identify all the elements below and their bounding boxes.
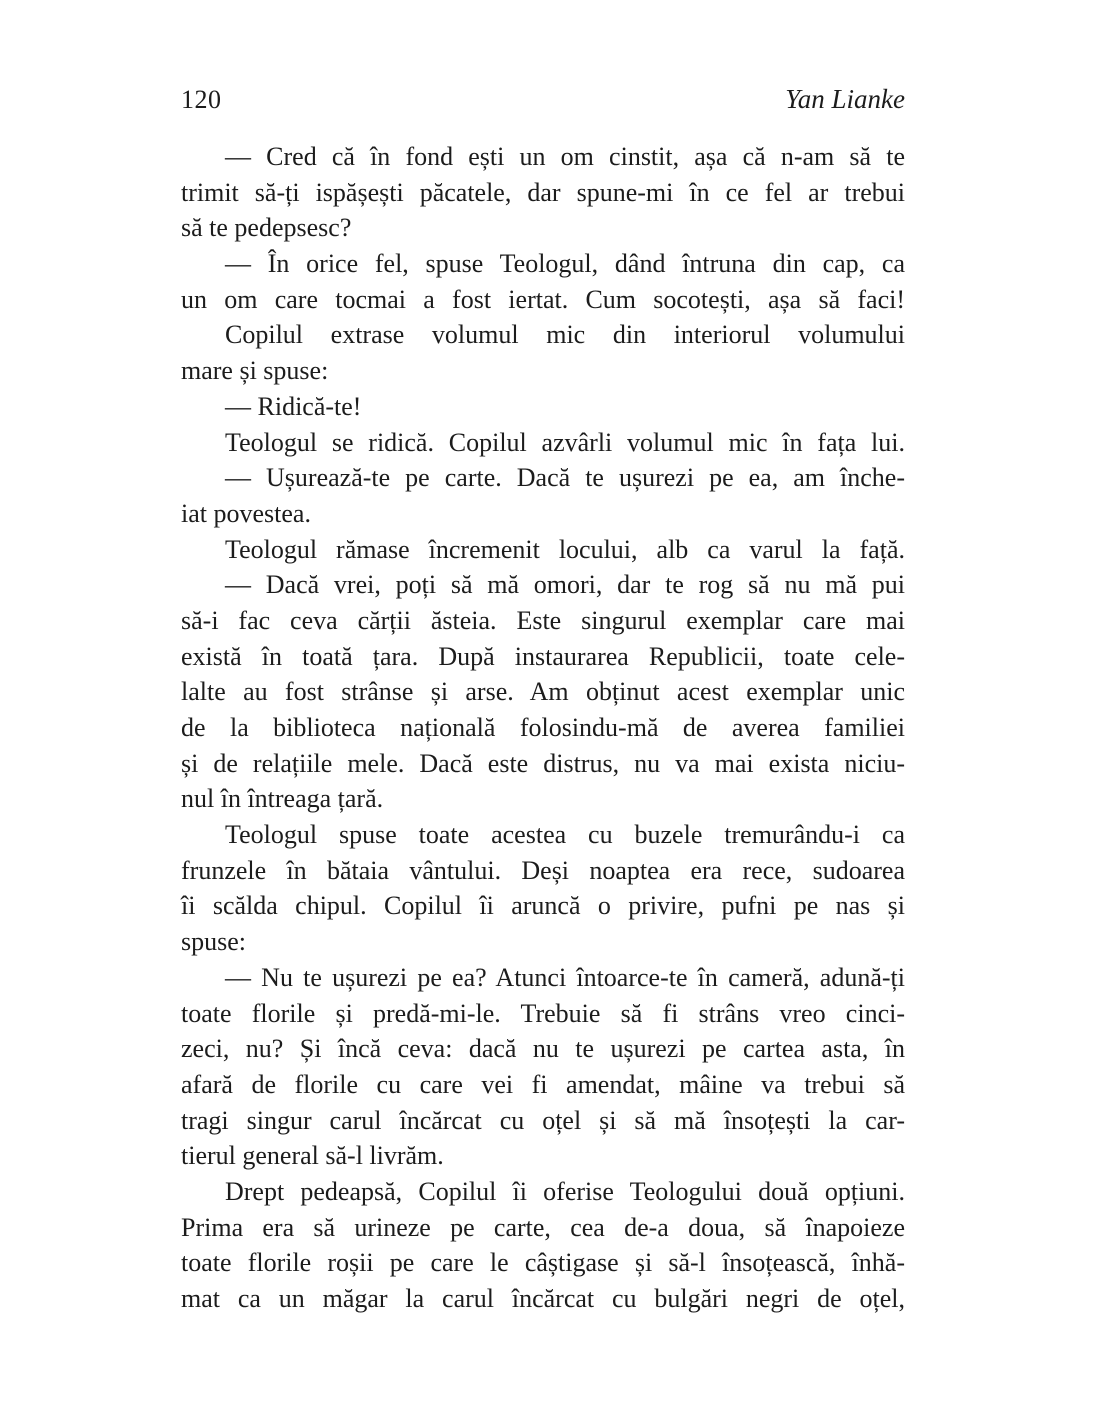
text-line: Drept pedeapsă, Copilul îi oferise Teologului două opțiuni. [225,1176,905,1206]
paragraph [181,960,905,1174]
text-line: lalte au fost strânse și arse. Am obținut acest exemplar unic [181,677,905,707]
text-line: toate florile și predă-mi-le. Trebuie să fi strâns vreo cinci- [181,998,905,1028]
paragraph [181,567,905,817]
text-line: Teologul rămase încremenit locului, alb ca varul la față. [225,534,905,564]
text-line: Teologul se ridică. Copilul azvârli volumul mic în fața lui. [225,427,905,457]
text-line: — Nu te ușurezi pe ea? Atunci întoarce-te în cameră, adună-ți [225,962,905,992]
text-line: tierul general să-l livrăm. [181,1141,444,1171]
text-line: — Ușurează-te pe carte. Dacă te ușurezi pe ea, am înche- [225,463,905,493]
text-line: să te pedepsesc? [181,213,352,243]
text-line: — Dacă vrei, poți să mă omori, dar te rog să nu mă pui [225,570,905,600]
text-line: afară de florile cu care vei fi amendat, mâine va trebui să [181,1069,905,1099]
text-line: toate florile roșii pe care le câștigase și să-l însoțească, înhă- [181,1248,905,1278]
running-head-author: Yan Lianke [785,84,905,114]
text-line: trimit să-ți ispășești păcatele, dar spune-mi în ce fel ar trebui [181,177,905,207]
paragraph [181,246,905,317]
text-line: un om care tocmai a fost iertat. Cum socotești, așa să faci! [181,284,905,314]
text-line: — În orice fel, spuse Teologul, dând întruna din cap, ca [225,249,905,279]
text-line: mare și spuse: [181,356,329,386]
paragraph [181,139,905,246]
text-line: zeci, nu? Și încă ceva: dacă nu te ușurezi pe cartea asta, în [181,1034,905,1064]
text-line: să-i fac ceva cărții ăsteia. Este singurul exemplar care mai [181,605,905,635]
text-line: și de relațiile mele. Dacă este distrus, nu va mai exista niciu- [181,748,905,778]
text-line: îi scălda chipul. Copilul îi aruncă o privire, pufni pe nas și [181,891,905,921]
text-line: Copilul extrase volumul mic din interiorul volumului [225,320,905,350]
text-line: — Cred că în fond ești un om cinstit, așa că n-am să te [225,142,905,171]
paragraph [181,425,905,461]
page-body [181,139,905,1317]
text-line: de la biblioteca națională folosindu-mă de averea familiei [181,713,905,742]
text-line: — Ridică-te! [225,391,362,421]
text-line: Teologul spuse toate acestea cu buzele tremurându-i ca [225,820,905,850]
text-line: iat povestea. [181,498,311,528]
paragraph [181,389,905,425]
page-number: 120 [181,85,222,114]
text-line: nul în întreaga țară. [181,784,384,814]
paragraph [181,532,905,568]
text-line: mat ca un măgar la carul încărcat cu bulgări negri de oțel, [181,1284,905,1313]
text-line: tragi singur carul încărcat cu oțel și să mă însoțești la car- [181,1105,905,1135]
page-header [181,84,905,115]
paragraph [181,817,905,960]
text-line: frunzele în bătaia vântului. Deși noaptea era rece, sudoarea [181,855,905,885]
text-line: spuse: [181,927,246,957]
paragraph [181,460,905,531]
text-line: Prima era să urineze pe carte, cea de-a doua, să înapoieze [181,1212,905,1242]
text-line: există în toată țara. După instaurarea Republicii, toate cele- [181,641,905,671]
paragraph [181,317,905,388]
paragraph [181,1174,905,1317]
